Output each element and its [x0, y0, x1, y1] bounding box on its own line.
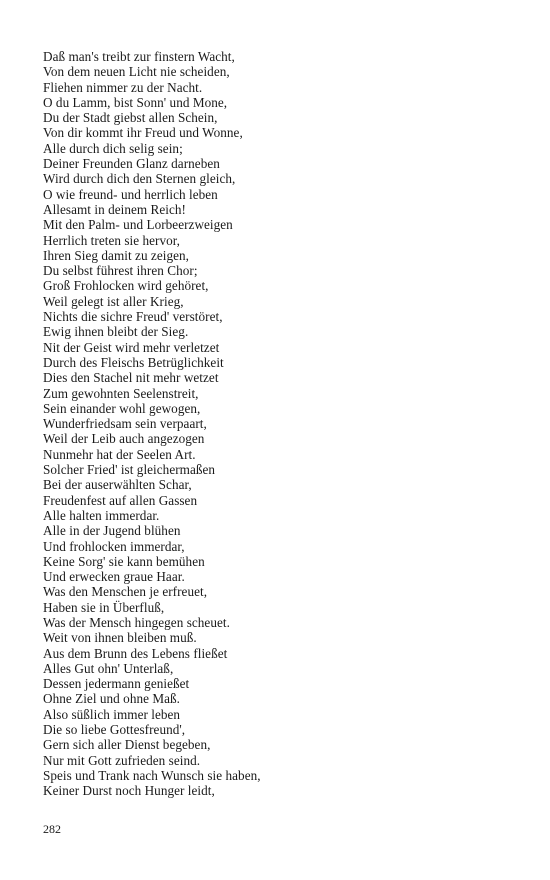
poem-line: Durch des Fleischs Betrüglichkeit — [43, 354, 224, 370]
poem-line: Aus dem Brunn des Lebens fließet — [43, 645, 228, 661]
poem-line: Von dem neuen Licht nie scheiden, — [43, 64, 230, 80]
poem-line: Deiner Freunden Glanz darneben — [43, 156, 220, 172]
poem-line: Gern sich aller Dienst begeben, — [43, 737, 211, 753]
poem-line: Herrlich treten sie hervor, — [43, 232, 181, 248]
poem-line: Von dir kommt ihr Freud und Wonne, — [43, 125, 243, 141]
poem-line: Dessen jedermann genießet — [43, 676, 190, 692]
poem-line: Nunmehr hat der Seelen Art. — [43, 446, 196, 462]
poem-line: Alle halten immerdar. — [43, 507, 160, 523]
poem-line: Und erwecken graue Haar. — [43, 569, 185, 585]
poem-line: Alle in der Jugend blühen — [43, 523, 181, 539]
poem-line: Wunderfriedsam sein verpaart, — [43, 416, 207, 432]
poem-line: Groß Frohlocken wird gehöret, — [43, 278, 209, 294]
poem-line: Haben sie in Überfluß, — [43, 599, 165, 615]
poem-line: Keine Sorg' sie kann bemühen — [43, 553, 205, 569]
poem-line: Was der Mensch hingegen scheuet. — [43, 614, 230, 630]
poem-line: Du der Stadt giebst allen Schein, — [43, 110, 218, 126]
poem-line: Die so liebe Gottesfreund', — [43, 722, 186, 738]
poem-text — [43, 49, 261, 799]
poem-line: Mit den Palm- und Lorbeerzweigen — [43, 217, 233, 233]
poem-line: Nit der Geist wird mehr verletzet — [43, 339, 220, 355]
page-number: 282 — [43, 822, 61, 836]
poem-line: Sein einander wohl gewogen, — [43, 400, 201, 416]
poem-line: O wie freund- und herrlich leben — [43, 186, 218, 202]
poem-line: Keiner Durst noch Hunger leidt, — [43, 783, 215, 799]
poem-line: Was den Menschen je erfreuet, — [43, 584, 208, 600]
poem-line: Fliehen nimmer zu der Nacht. — [43, 79, 203, 95]
poem-line: Dies den Stachel nit mehr wetzet — [43, 370, 219, 386]
poem-line: Daß man's treibt zur finstern Wacht, — [43, 49, 235, 64]
poem-line: Alle durch dich selig sein; — [43, 140, 183, 156]
poem-line: Alles Gut ohn' Unterlaß, — [43, 660, 174, 676]
poem-line: O du Lamm, bist Sonn' und Mone, — [43, 94, 228, 110]
poem-line: Freudenfest auf allen Gassen — [43, 492, 198, 508]
poem-line: Wird durch dich den Sternen gleich, — [43, 171, 236, 187]
poem-line: Und frohlocken immerdar, — [43, 538, 185, 554]
poem-line: Also süßlich immer leben — [43, 706, 181, 722]
poem-line: Zum gewohnten Seelenstreit, — [43, 385, 199, 401]
poem-line: Weil gelegt ist aller Krieg, — [43, 293, 184, 309]
poem-line: Nichts die sichre Freud' verstöret, — [43, 309, 223, 325]
poem-line: Ewig ihnen bleibt der Sieg. — [43, 324, 189, 340]
poem-line: Bei der auserwählten Schar, — [43, 477, 192, 493]
poem-line: Du selbst führest ihren Chor; — [43, 263, 198, 279]
poem-line: Nur mit Gott zufrieden seind. — [43, 752, 201, 768]
poem-line: Weil der Leib auch angezogen — [43, 431, 205, 447]
poem-line: Ihren Sieg damit zu zeigen, — [43, 247, 189, 263]
poem-line: Weit von ihnen bleiben muß. — [43, 630, 197, 646]
poem-line: Allesamt in deinem Reich! — [43, 201, 186, 217]
poem-line: Solcher Fried' ist gleichermaßen — [43, 462, 216, 478]
poem-line: Ohne Ziel und ohne Maß. — [43, 691, 181, 707]
poem-line: Speis und Trank nach Wunsch sie haben, — [43, 767, 261, 783]
